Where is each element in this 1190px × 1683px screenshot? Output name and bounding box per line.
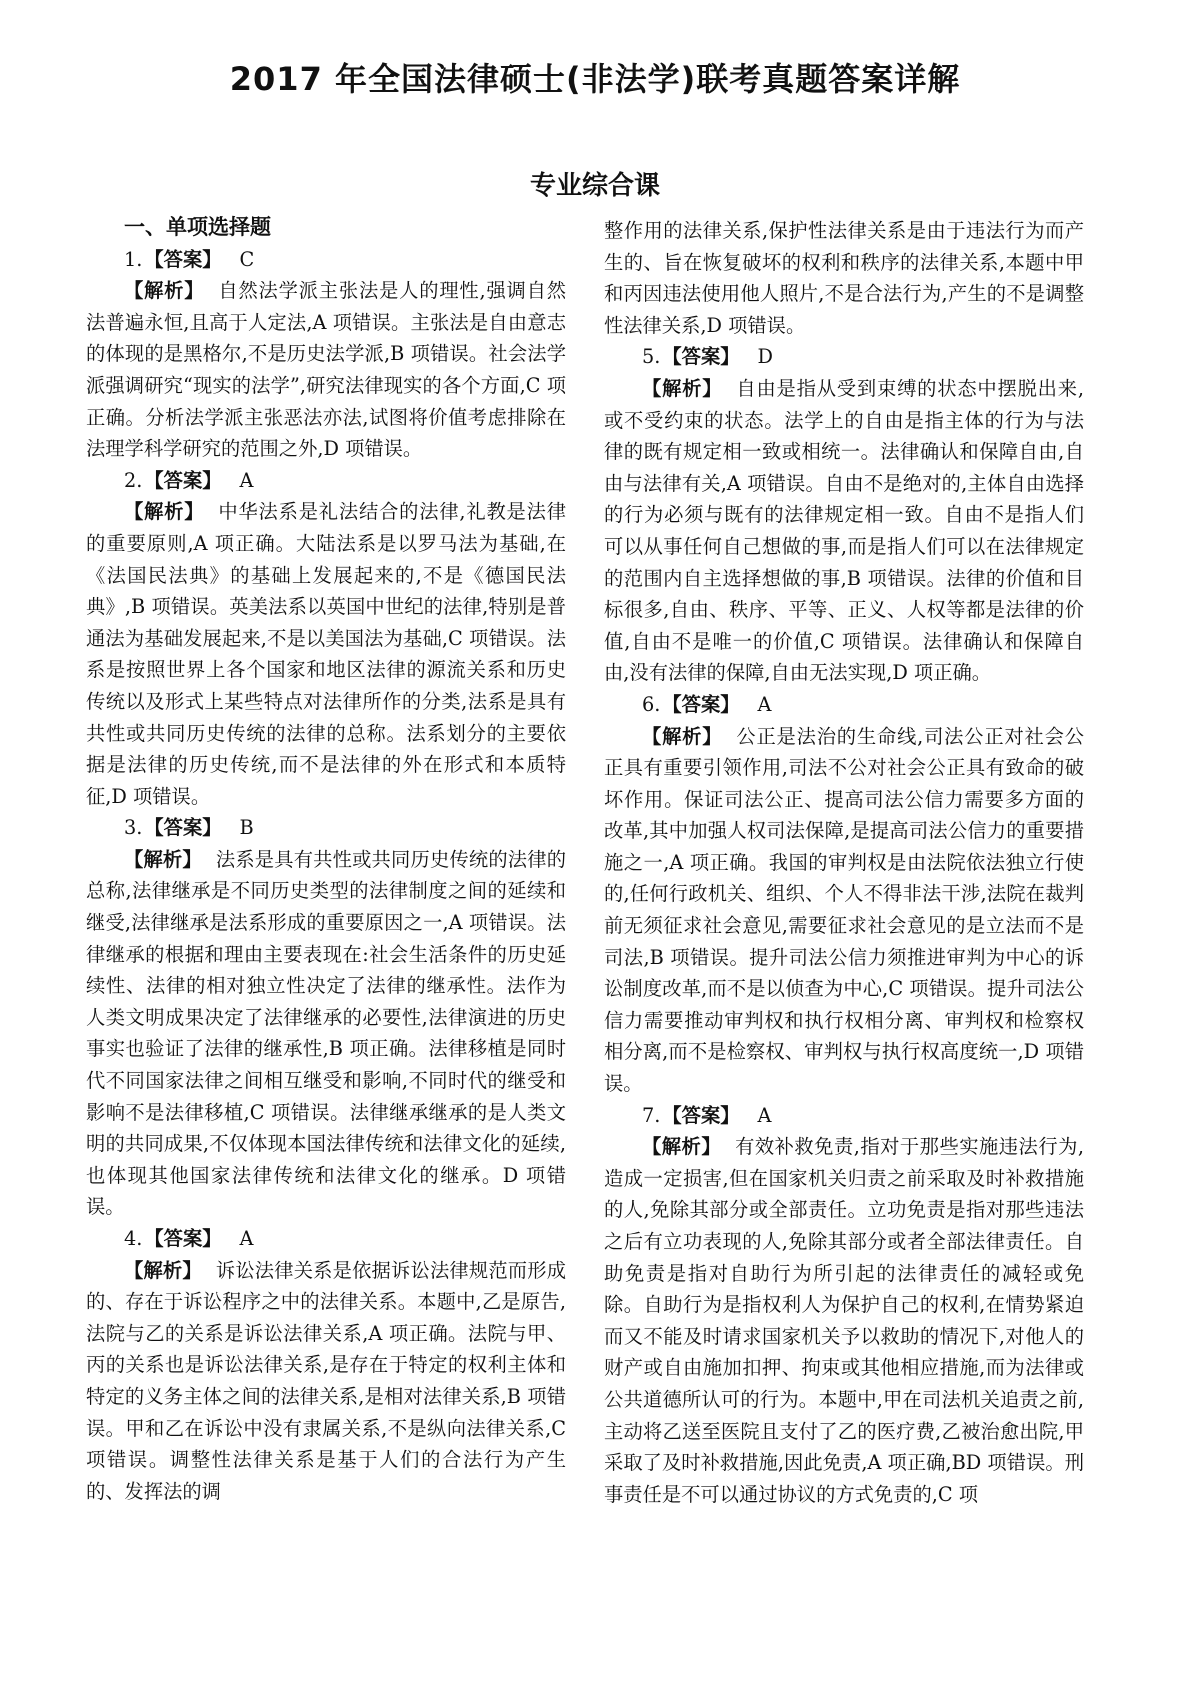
analysis-continuation: 整作用的法律关系,保护性法律关系是由于违法行为而产生的、旨在恢复破坏的权利和秩序的法律关系,本题中甲和丙因违法使用他人照片,不是合法行为,产生的不是调整性法律关系,D 项错误。 <box>604 219 1084 337</box>
analysis-text: 诉讼法律关系是依据诉讼法律规范而形成的、存在于诉讼程序之中的法律关系。本题中,乙是原告,法院与乙的关系是诉讼法律关系,A 项正确。法院与甲、丙的关系也是诉讼法律关系,是存在于特定的权利主体和特定的义务主体之间的法律关系,是相对法律关系,B 项错误。甲和乙在诉讼中没有隶属关系,不是纵向法律关系,C 项错误。调整性法律关系是基于人们的合法行为产生的、发挥法的调 <box>86 1258 567 1503</box>
section-title: 一、单项选择题 <box>124 215 271 239</box>
answer-tag: 【答案】 <box>144 468 222 492</box>
analysis-text: 中华法系是礼法结合的法律,礼教是法律的重要原则,A 项正确。大陆法系是以罗马法为基础,在《法国民法典》的基础上发展起来的,不是《德国民法典》,B 项错误。英美法系以英国中世纪的法律,特别是普通法为基础发展起来,不是以美国法为基础,C 项错误。法系是按照世界上各个国家和地区法律的源流关系和历史传统以及形式上某些特点对法律所作的分类,法系是具有共性或共同历史传统的法律的总称。法系划分的主要依据是法律的历史传统,而不是法律的外在形式和本质特征,D 项错误。 <box>86 500 566 808</box>
left-column <box>86 212 566 1507</box>
analysis-paragraph <box>604 721 1084 1100</box>
analysis-tag: 【解析】 <box>124 847 202 871</box>
answer-line <box>86 244 566 276</box>
analysis-paragraph <box>604 1131 1084 1510</box>
analysis-tag: 【解析】 <box>124 279 205 303</box>
question-7 <box>604 1100 1084 1511</box>
answer-tag: 【答案】 <box>144 247 222 271</box>
question-5 <box>604 341 1084 689</box>
analysis-text: 自然法学派主张法是人的理性,强调自然法普遍永恒,且高于人定法,A 项错误。主张法是自由意志的体现的是黑格尔,不是历史法学派,B 项错误。社会法学派强调研究“现实的法学”,研究法律现实的各个方面,C 项正确。分析法学派主张恶法亦法,试图将价值考虑排除在法理学科学研究的范围之外,D 项错误。 <box>86 279 566 461</box>
answer-tag: 【答案】 <box>144 1227 222 1250</box>
analysis-paragraph <box>604 373 1084 689</box>
answer-line <box>86 1223 566 1255</box>
question-number: 3. <box>124 816 143 840</box>
analysis-paragraph <box>86 1255 566 1508</box>
question-3 <box>86 812 566 1223</box>
question-number: 5. <box>642 345 661 369</box>
analysis-paragraph <box>86 275 566 465</box>
answer-line <box>86 465 566 497</box>
analysis-tag: 【解析】 <box>642 724 723 748</box>
question-number: 2. <box>124 468 143 492</box>
question-6 <box>604 689 1084 1100</box>
answer-tag: 【答案】 <box>662 1103 740 1127</box>
answer-value: A <box>757 692 772 716</box>
question-number: 4. <box>124 1227 143 1250</box>
analysis-text: 公正是法治的生命线,司法公正对社会公正具有重要引领作用,司法不公对社会公正具有致命的破坏作用。保证司法公正、提高司法公信力需要多方面的改革,其中加强人权司法保障,是提高司法公信力的重要措施之一,A 项正确。我国的审判权是由法院依法独立行使的,任何行政机关、组织、个人不得非法干涉,法院在裁判前无须征求社会意见,需要征求社会意见的是立法而不是司法,B 项错误。提升司法公信力须推进审判为中心的诉讼制度改革,而不是以侦查为中心,C 项错误。提升司法公信力需要推动审判权和执行权相分离、审判权和检察权相分离,而不是检察权、审判权与执行权高度统一,D 项错误。 <box>604 724 1084 1096</box>
answer-tag: 【答案】 <box>662 345 740 369</box>
analysis-paragraph <box>86 496 566 812</box>
answer-line <box>604 341 1084 373</box>
question-1 <box>86 244 566 465</box>
answer-line <box>604 689 1084 721</box>
answer-tag: 【答案】 <box>144 816 222 840</box>
analysis-paragraph <box>86 844 566 1223</box>
analysis-tag: 【解析】 <box>642 376 723 400</box>
question-number: 6. <box>642 692 661 716</box>
answer-value: D <box>757 345 773 369</box>
analysis-tag: 【解析】 <box>642 1135 722 1159</box>
question-number: 7. <box>642 1103 661 1127</box>
answer-value: C <box>239 247 255 271</box>
analysis-tag: 【解析】 <box>124 500 205 524</box>
answer-line <box>86 812 566 844</box>
analysis-text: 自由是指从受到束缚的状态中摆脱出来,或不受约束的状态。法学上的自由是指主体的行为与法律的既有规定相一致或相统一。法律确认和保障自由,自由与法律有关,A 项错误。自由不是绝对的,主体自由选择的行为必须与既有的法律规定相一致。自由不是指人们可以从事任何自己想做的事,而是指人们可以在法律规定的范围内自主选择想做的事,B 项错误。法律的价值和目标很多,自由、秩序、平等、正义、人权等都是法律的价值,自由不是唯一的价值,C 项错误。法律确认和保障自由,没有法律的保障,自由无法实现,D 项正确。 <box>604 376 1084 685</box>
question-2 <box>86 465 566 813</box>
answer-value: A <box>239 1227 254 1250</box>
document-subtitle: 专业综合课 <box>529 171 660 201</box>
question-number: 1. <box>124 247 143 271</box>
answer-line <box>604 1100 1084 1132</box>
answer-value: A <box>757 1103 772 1127</box>
document-title: 2017 年全国法律硕士(非法学)联考真题答案详解 <box>229 60 961 98</box>
analysis-text: 有效补救免责,指对于那些实施违法行为,造成一定损害,但在国家机关归责之前采取及时补救措施的人,免除其部分或全部责任。立功免责是指对那些违法之后有立功表现的人,免除其部分或者全部法律责任。自助免责是指对自助行为所引起的法律责任的减轻或免除。自助行为是指权利人为保护自己的权利,在情势紧迫而又不能及时请求国家机关予以救助的情况下,对他人的财产或自由施加扣押、拘束或其他相应措施,而为法律或公共道德所认可的行为。本题中,甲在司法机关追责之前,主动将乙送至医院且支付了乙的医疗费,乙被治愈出院,甲采取了及时补救措施,因此免责,A 项正确,BD 项错误。刑事责任是不可以通过协议的方式免责的,C 项 <box>604 1135 1084 1506</box>
question-4 <box>86 1223 566 1507</box>
answer-value: A <box>239 468 254 492</box>
right-column <box>604 215 1084 1510</box>
answer-value: B <box>239 816 254 840</box>
answer-tag: 【答案】 <box>662 692 740 716</box>
analysis-tag: 【解析】 <box>124 1258 202 1282</box>
analysis-text: 法系是具有共性或共同历史传统的法律的总称,法律继承是不同历史类型的法律制度之间的延续和继受,法律继承是法系形成的重要原因之一,A 项错误。法律继承的根据和理由主要表现在:社会生活条件的历史延续性、法律的相对独立性决定了法律的继承性。法作为人类文明成果决定了法律继承的必要性,法律演进的历史事实也验证了法律的继承性,B 项正确。法律移植是同时代不同国家法律之间相互继受和影响,不同时代的继受和影响不是法律移植,C 项错误。法律继承继承的是人类文明的共同成果,不仅体现本国法律传统和法律文化的延续,也体现其他国家法律传统和法律文化的继承。D 项错误。 <box>86 847 567 1219</box>
